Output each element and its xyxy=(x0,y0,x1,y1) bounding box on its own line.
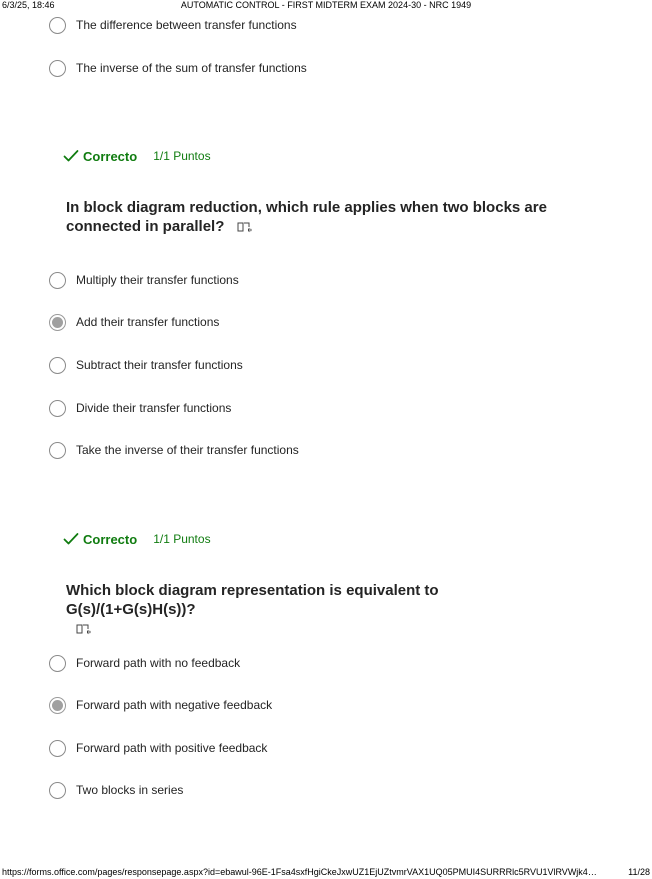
option-radio-selected[interactable] xyxy=(49,694,272,716)
option-radio-selected[interactable] xyxy=(49,311,219,333)
checkmark-icon xyxy=(63,149,79,163)
option-label: Forward path with positive feedback xyxy=(76,741,268,755)
option-label: Add their transfer functions xyxy=(76,315,220,329)
print-header xyxy=(0,0,652,12)
radio-button[interactable] xyxy=(49,442,66,459)
radio-button-selected[interactable] xyxy=(49,697,66,714)
option-label: The difference between transfer functions xyxy=(76,18,297,32)
print-date: 6/3/25, 18:46 xyxy=(2,0,55,10)
option-radio[interactable] xyxy=(49,14,297,36)
immersive-reader-icon[interactable] xyxy=(237,221,253,234)
option-radio[interactable] xyxy=(49,269,239,291)
question-title xyxy=(66,581,566,636)
radio-button[interactable] xyxy=(49,272,66,289)
question-text: Which block diagram representation is equivalent to G(s)/(1+G(s)H(s))? xyxy=(66,582,439,618)
option-label: Forward path with no feedback xyxy=(76,656,241,670)
question-result xyxy=(63,147,211,165)
option-label: The inverse of the sum of transfer functions xyxy=(76,61,307,75)
option-radio[interactable] xyxy=(49,397,231,419)
radio-button[interactable] xyxy=(49,655,66,672)
question-result xyxy=(63,530,211,548)
radio-button[interactable] xyxy=(49,357,66,374)
radio-button-selected[interactable] xyxy=(49,314,66,331)
radio-button[interactable] xyxy=(49,782,66,799)
radio-button[interactable] xyxy=(49,60,66,77)
radio-dot xyxy=(52,317,63,328)
option-label: Subtract their transfer functions xyxy=(76,358,243,372)
print-url: https://forms.office.com/pages/responsepage.aspx?id=ebawul-96E-1Fsa4sxfHgiCkeJxwUZ1EjUZtvmrVAX1UQ05PMUI4SURRRlc5RVU1VlRVWjk4… xyxy=(2,867,597,877)
print-footer xyxy=(0,867,652,879)
option-label: Two blocks in series xyxy=(76,783,184,797)
radio-dot xyxy=(52,700,63,711)
option-label: Multiply their transfer functions xyxy=(76,273,239,287)
points-label: 1/1 Puntos xyxy=(153,149,211,163)
option-radio[interactable] xyxy=(49,737,267,759)
immersive-reader-icon[interactable] xyxy=(76,623,92,636)
option-radio[interactable] xyxy=(49,652,240,674)
option-radio[interactable] xyxy=(49,354,243,376)
radio-button[interactable] xyxy=(49,740,66,757)
result-label: Correcto xyxy=(83,148,138,164)
option-radio[interactable] xyxy=(49,57,307,79)
radio-button[interactable] xyxy=(49,400,66,417)
question-text: In block diagram reduction, which rule applies when two blocks are connected in parallel? xyxy=(66,199,547,235)
page-number: 11/28 xyxy=(628,867,650,877)
option-label: Forward path with negative feedback xyxy=(76,698,273,712)
radio-button[interactable] xyxy=(49,17,66,34)
option-label: Take the inverse of their transfer functions xyxy=(76,443,299,457)
result-label: Correcto xyxy=(83,531,138,547)
question-title xyxy=(66,198,566,236)
print-title: AUTOMATIC CONTROL - FIRST MIDTERM EXAM 2024-30 - NRC 1949 xyxy=(180,0,472,10)
option-label: Divide their transfer functions xyxy=(76,401,232,415)
option-radio[interactable] xyxy=(49,779,183,801)
points-label: 1/1 Puntos xyxy=(153,532,211,546)
option-radio[interactable] xyxy=(49,439,299,461)
checkmark-icon xyxy=(63,532,79,546)
